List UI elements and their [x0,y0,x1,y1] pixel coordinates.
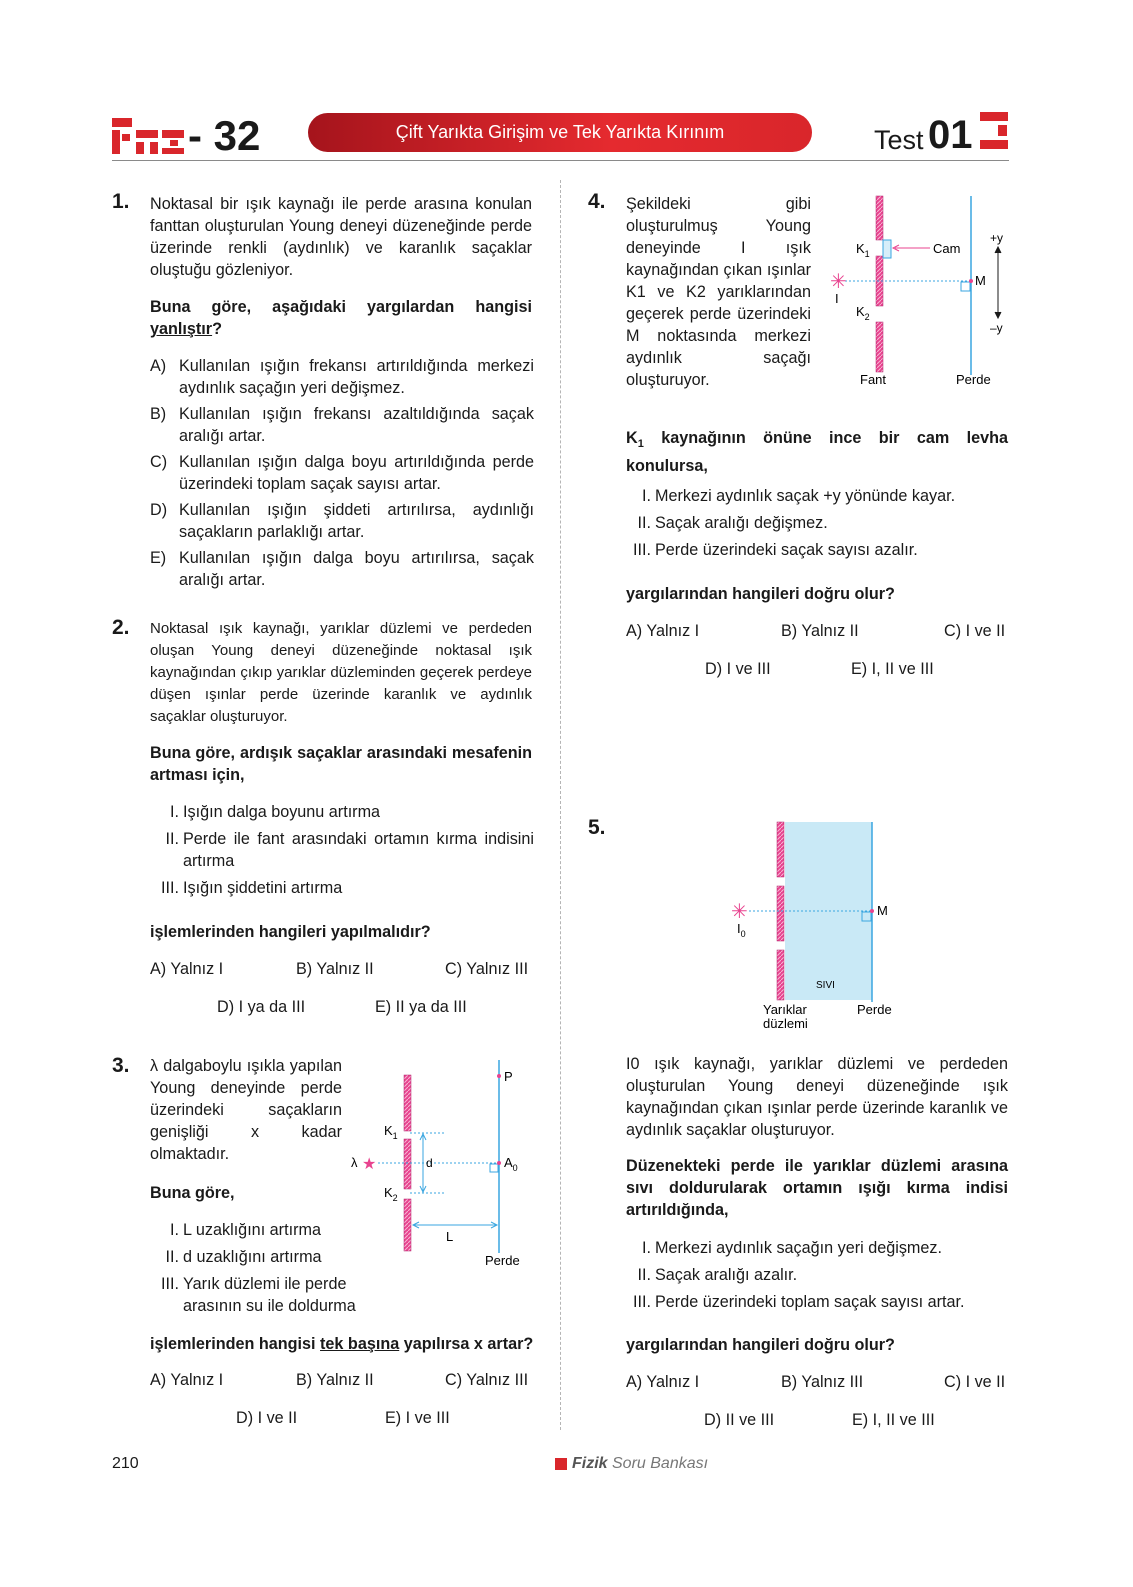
q4-source-icon: ✳ [830,271,847,293]
q2-stem: Noktasal ışık kaynağı, yarıklar düzlemi ve perdeden oluşan Young deneyi düzeneğinde noktasal ışık kaynağından çıkıp yarıklar düzleminden geçerek perdeye düşen ışınlar perde üzerinde karanlık ve aydınlık saçaklar oluşturuyor. [150,620,532,725]
footer-brand: Fizik Soru Bankası [572,1455,709,1472]
q2-item-2: II. Perde ile fant arasındaki ortamın kırma indisini artırma [165,830,534,870]
q3-stem: λ dalgaboylu ışıkla yapılan Young deneyinde perde üzerindeki saçakların genişliği x kadar olmaktadır. [150,1057,342,1163]
q4-item-2: II. Saçak aralığı değişmez. [637,514,828,532]
q4-k2-label: $K_2$ [856,304,870,322]
q4-items [626,485,1010,566]
q1-option-e[interactable]: E) Kullanılan ışığın dalga boyu artırılırsa, saçak aralığı artar. [150,549,534,589]
q1-option-c[interactable]: C) Kullanılan ışığın dalga boyu artırıldığında perde üzerindeki toplam saçak sayısı artar. [150,453,534,493]
q4-item-1: I. Merkezi aydınlık saçak +y yönünde kayar. [642,487,956,505]
faz-logo [112,112,192,158]
q4-k1-label: $K_1$ [856,241,870,259]
q3-item-1: I. L uzaklığını artırma [170,1221,321,1239]
q3-choice-a[interactable]: A) Yalnız I [150,1371,224,1389]
q1-stem: Noktasal bir ışık kaynağı ile perde arasına konulan fanttan oluşturulan Young deneyi düzeneğinde perde üzerinde renkli (aydınlık) ve karanlık saçaklar oluştuğu gözleniyor. [150,195,532,279]
q2-item-3: III. Işığın şiddetini artırma [161,879,343,897]
q5-m-label: M [877,903,888,918]
q1-option-d[interactable]: D) Kullanılan ışığın şiddeti artırılırsa, aydınlığı saçakların parlaklığı artar. [150,501,534,541]
q5-choice-e[interactable]: E) I, II ve III [852,1411,935,1429]
q4-m-label: M [975,273,986,288]
q5-items [626,1237,1010,1318]
q4-choice-e[interactable]: E) I, II ve III [851,660,934,678]
q5-choice-d[interactable]: D) II ve III [704,1411,775,1429]
q2-choice-e[interactable]: E) II ya da III [375,998,467,1016]
q3-item-3: III. Yarık düzlemi ile perde arasının su ile doldurma [161,1275,356,1315]
q4-item-3: III. Perde üzerindeki saçak sayısı azalır. [633,541,918,559]
slit-wall-bottom [404,1199,411,1251]
q5-number: 5. [588,816,606,839]
q3-lambda-label: λ [351,1155,358,1170]
brand-square-icon [555,1458,567,1470]
q3-l-label: L [446,1229,454,1244]
q5-prompt: yargılarından hangileri doğru olur? [626,1336,895,1354]
q1-options [150,355,534,595]
q5-source-icon: ✳ [731,901,748,923]
q4-choice-d[interactable]: D) I ve III [705,660,771,678]
q5-yariklar-label: Yarıklar [763,1002,807,1017]
q3-choice-c[interactable]: C) Yalnız III [445,1371,529,1389]
q4-choice-a[interactable]: A) Yalnız I [626,622,700,640]
page-number: 210 [112,1455,139,1472]
q2-choice-b[interactable]: B) Yalnız II [296,960,374,978]
q5-duzlemi-label: düzlemi [763,1016,808,1031]
test-label: Test [874,125,924,155]
q5-item-2: II. Saçak aralığı azalır. [637,1266,798,1284]
q5-sivi-label: SIVI [816,980,835,991]
q4-cam-label: Cam [933,241,961,256]
q1-question: Buna göre, aşağıdaki yargılardan hangisi yanlıştır? [150,298,532,338]
q4-perde-label: Perde [956,372,991,387]
q5-choice-a[interactable]: A) Yalnız I [626,1373,700,1391]
q3-prompt: işlemlerinden hangisi tek başına yapılırsa x artar? [150,1335,534,1353]
q3-p-label: P [504,1069,513,1084]
q2-prompt: işlemlerinden hangileri yapılmalıdır? [150,923,431,941]
q3-d-label: d [426,1156,433,1170]
q3-k1-label: $K_1$ [384,1123,398,1141]
q3-question: Buna göre, [150,1184,235,1202]
q3-young-figure [340,1055,550,1275]
q5-item-1: I. Merkezi aydınlık saçağın yeri değişmez. [642,1239,942,1257]
slit-wall-top [404,1075,411,1131]
unit-number: - 32 [188,112,261,159]
q3-choice-e[interactable]: E) I ve III [385,1409,450,1427]
q3-number: 3. [112,1054,130,1077]
q5-stem: I0 ışık kaynağı, yarıklar düzlemi ve perdeden oluşturulan Young deneyi düzeneğinde ışık kaynağından çıkan ışınlar perde üzerinde karanlık ve aydınlık saçaklar oluşturuyor. [626,1055,1008,1139]
q2-items [150,801,534,904]
q2-question: Buna göre, ardışık saçaklar arasındaki mesafenin artması için, [150,744,532,784]
q4-choice-c[interactable]: C) I ve II [944,622,1006,640]
q4-fant-label: Fant [860,372,887,387]
q5-question: Düzenekteki perde ile yarıklar düzlemi arasına sıvı doldurularak ortamın ışığı kırma indisi artırıldığında, [626,1157,1008,1219]
column-divider [560,180,561,1430]
q4-question: $K_1$ kaynağının önüne ince bir cam levha konulursa, [626,429,1008,476]
test-logo-icon [980,112,1010,154]
q2-choice-c[interactable]: C) Yalnız III [445,960,529,978]
q4-number: 4. [588,190,606,213]
q5-choice-b[interactable]: B) Yalnız III [781,1373,864,1391]
q4-minus-y-label: –y [990,321,1003,335]
q5-item-3: III. Perde üzerindeki toplam saçak sayısı artar. [633,1293,965,1311]
q5-i0-label: $I_0$ [737,921,746,939]
q4-prompt: yargılarından hangileri doğru olur? [626,585,895,603]
q2-choice-d[interactable]: D) I ya da III [217,998,306,1016]
q3-k2-label: $K_2$ [384,1185,398,1203]
q3-a0-label: $A_0$ [504,1155,518,1173]
header-divider [112,160,1009,161]
q4-young-figure [825,192,1015,392]
q4-stem: Şekildeki gibi oluşturulmuş Young deneyinde I ışık kaynağından çıkan ışınlar K1 ve K2 yarıklarından geçerek perde üzerindeki M noktasında merkezi aydınlık saçağı oluşturuyor. [626,195,811,389]
q3-item-2: II. d uzaklığını artırma [165,1248,322,1266]
q2-number: 2. [112,616,130,639]
q5-choice-c[interactable]: C) I ve II [944,1373,1006,1391]
q4-i-label: I [835,291,839,306]
q2-item-1: I. Işığın dalga boyunu artırma [170,803,381,821]
q3-choice-b[interactable]: B) Yalnız II [296,1371,374,1389]
q3-star-icon: ★ [362,1156,377,1173]
q5-perde-label: Perde [857,1002,892,1017]
q3-choice-d[interactable]: D) I ve II [236,1409,298,1427]
q2-choice-a[interactable]: A) Yalnız I [150,960,224,978]
slit-wall-middle [404,1139,411,1189]
q4-plus-y-label: +y [990,231,1004,245]
q4-choice-b[interactable]: B) Yalnız II [781,622,859,640]
q1-option-a[interactable]: A) Kullanılan ışığın frekansı artırıldığında merkezi aydınlık saçağın yeri değişmez. [150,357,534,397]
q5-young-figure [725,820,915,1035]
q1-number: 1. [112,190,130,213]
test-number: 01 [928,113,973,157]
section-title: Çift Yarıkta Girişim ve Tek Yarıkta Kırınım [308,113,812,152]
q3-perde-label: Perde [485,1253,520,1268]
q1-option-b[interactable]: B) Kullanılan ışığın frekansı azaltıldığında saçak aralığı artar. [150,405,534,445]
